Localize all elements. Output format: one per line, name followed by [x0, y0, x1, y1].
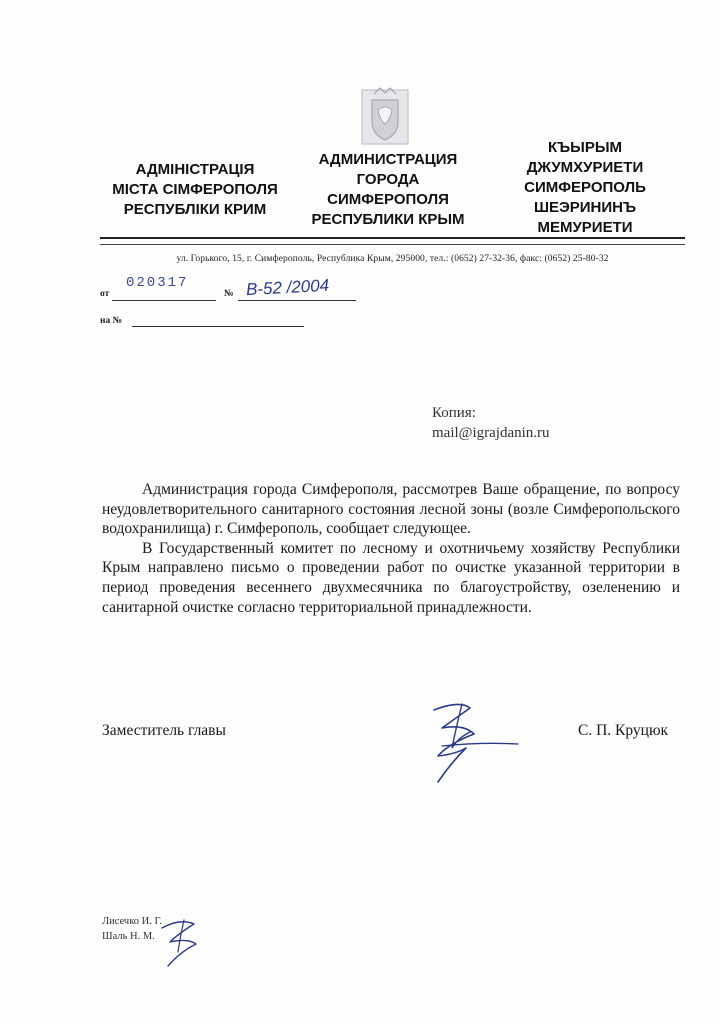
header-ukrainian [100, 160, 290, 220]
header-russian [298, 150, 478, 230]
executor-name: Лисечко И. Г. [102, 916, 162, 927]
copy-block [432, 403, 550, 443]
reply-to-label: на № [100, 316, 123, 326]
header-line: МЕМУРИЕТИ [537, 219, 633, 236]
date-underline [112, 300, 216, 301]
date-value: 020317 [126, 275, 189, 291]
header-line: ГОРОДА [356, 171, 420, 188]
header-line: ШЕЭРИНИНЪ [533, 199, 637, 216]
address-line: ул. Горького, 15, г. Симферополь, Республика Крым, 295000, тел.: (0652) 27-32-36, факс: (0652) 25-80-32 [176, 254, 609, 264]
header-rule [100, 237, 685, 239]
header-line: АДМИНИСТРАЦИЯ [318, 151, 458, 168]
header-line: СИМФЕРОПОЛЬ [524, 179, 646, 196]
handwritten-initials-icon [148, 912, 208, 970]
coat-of-arms-icon [360, 86, 410, 146]
number-value: В-52 /2004 [245, 275, 330, 300]
body-paragraph: Администрация города Симферополя, рассмотрев Ваше обращение, по вопросу неудовлетворительного санитарного состояния лесной зоны (возле Симферопольского водохранилища) г. Симферополь, сообщает следующее. [102, 481, 680, 538]
copy-label: Копия: [432, 405, 476, 421]
number-label: № [224, 289, 234, 299]
number-underline [238, 300, 356, 301]
letter-body [102, 480, 680, 617]
header-line: СИМФЕРОПОЛЯ [327, 191, 449, 208]
copy-email: mail@igrajdanin.ru [432, 425, 550, 441]
reply-to-underline [132, 326, 304, 327]
date-label: от [100, 289, 110, 299]
header-line: РЕСПУБЛІКИ КРИМ [123, 201, 267, 218]
signer-name: С. П. Круцюк [578, 722, 669, 739]
header-crimean-tatar [500, 138, 670, 238]
header-line: МІСТА СІМФЕРОПОЛЯ [112, 181, 278, 198]
header-rule-thin [100, 244, 685, 245]
signer-position: Заместитель главы [102, 722, 226, 739]
body-paragraph: В Государственный комитет по лесному и охотничьему хозяйству Республики Крым направлено письмо о проведении работ по очистке указанной территории в период проведения весеннего двухмесячника по благоустройству, озеленению и санитарной очистке согласно территориальной принадлежности. [102, 539, 680, 616]
executor-name: Шаль Н. М. [102, 931, 155, 942]
header-line: АДМІНІСТРАЦІЯ [135, 161, 255, 178]
header-line: РЕСПУБЛИКИ КРЫМ [311, 211, 465, 228]
header-line: ДЖУМХУРИЕТИ [526, 159, 644, 176]
handwritten-signature-icon [412, 698, 522, 788]
header-line: КЪЫРЫМ [547, 139, 623, 156]
